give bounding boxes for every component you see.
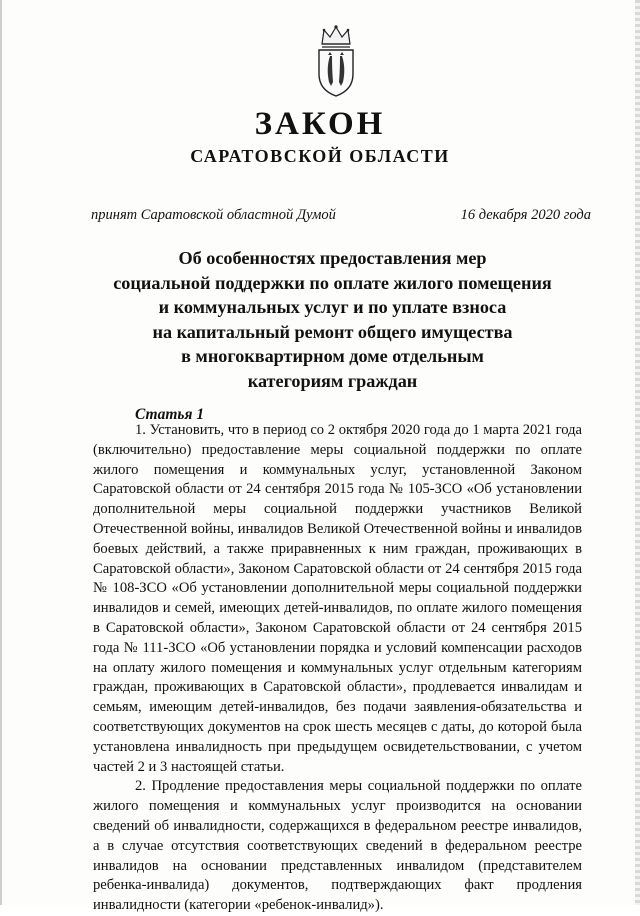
article-body [93,421,582,916]
adoption-date: 16 декабря 2020 года [460,207,591,223]
document-title [80,246,585,393]
article-paragraph: 2. Продление предоставления меры социальной поддержки по оплате жилого помещения и коммунальных услуг производится на основании сведений об инвалидности, содержащихся в федеральном реестре инвалидов, а в случае отсутствия соответствующих сведений в федеральном реестре инвалидов на основании представленных инвалидом (представителем ребенка-инвалида) документов, подтверждающих факт продления инвалидности (категории «ребенок-инвалид»). [93,778,582,914]
law-title: ЗАКОН [254,106,386,142]
law-region: САРАТОВСКОЙ ОБЛАСТИ [190,146,450,166]
adopted-by: принят Саратовской областной Думой [91,207,336,223]
document-title-line: Об особенностях предоставления мер [178,248,487,268]
document-title-line: социальной поддержки по оплате жилого помещения [113,272,552,293]
article-paragraph: 1. Установить, что в период со 2 октября 2020 года до 1 марта 2021 года (включительно) предоставление меры социальной поддержки по оплате жилого помещения и коммунальных услуг, установленной Законом Саратовской области от 24 сентября 2015 года № 105-ЗСО «Об установлении дополнительной меры социальной поддержки участников Великой Отечественной войны, инвалидов Великой Отечественной войны и инвалидов боевых действий, а также приравненных к ним граждан, проживающих в Саратовской области», Законом Саратовской области от 24 сентября 2015 года № 108-ЗСО «Об установлении дополнительной меры социальной поддержки инвалидов и семей, имеющих детей-инвалидов, по оплате жилого помещения в Саратовской области», Законом Саратовской области от 24 сентября 2015 года № 111-ЗСО «Об установлении порядка и условий компенсации расходов на оплату жилого помещения и коммунальных услуг отдельным категориям граждан, проживающих в Саратовской области», продлевается инвалидам и семьям, имеющим детей-инвалидов, без подачи заявления-обязательства и соответствующих документов на срок шесть месяцев с даты, до которой была установлена инвалидность при предыдущем освидетельствовании, с учетом частей 2 и 3 настоящей статьи. [93,422,582,775]
document-title-line: на капитальный ремонт общего имущества [152,321,513,342]
document-title-line: категориям граждан [247,370,418,391]
document-title-line: и коммунальных услуг и по уплате взноса [158,297,507,317]
saratov-coat-of-arms-icon [314,24,358,98]
document-title-line: в многоквартирном доме отдельным [181,346,484,366]
article-heading: Статья 1 [135,406,205,423]
